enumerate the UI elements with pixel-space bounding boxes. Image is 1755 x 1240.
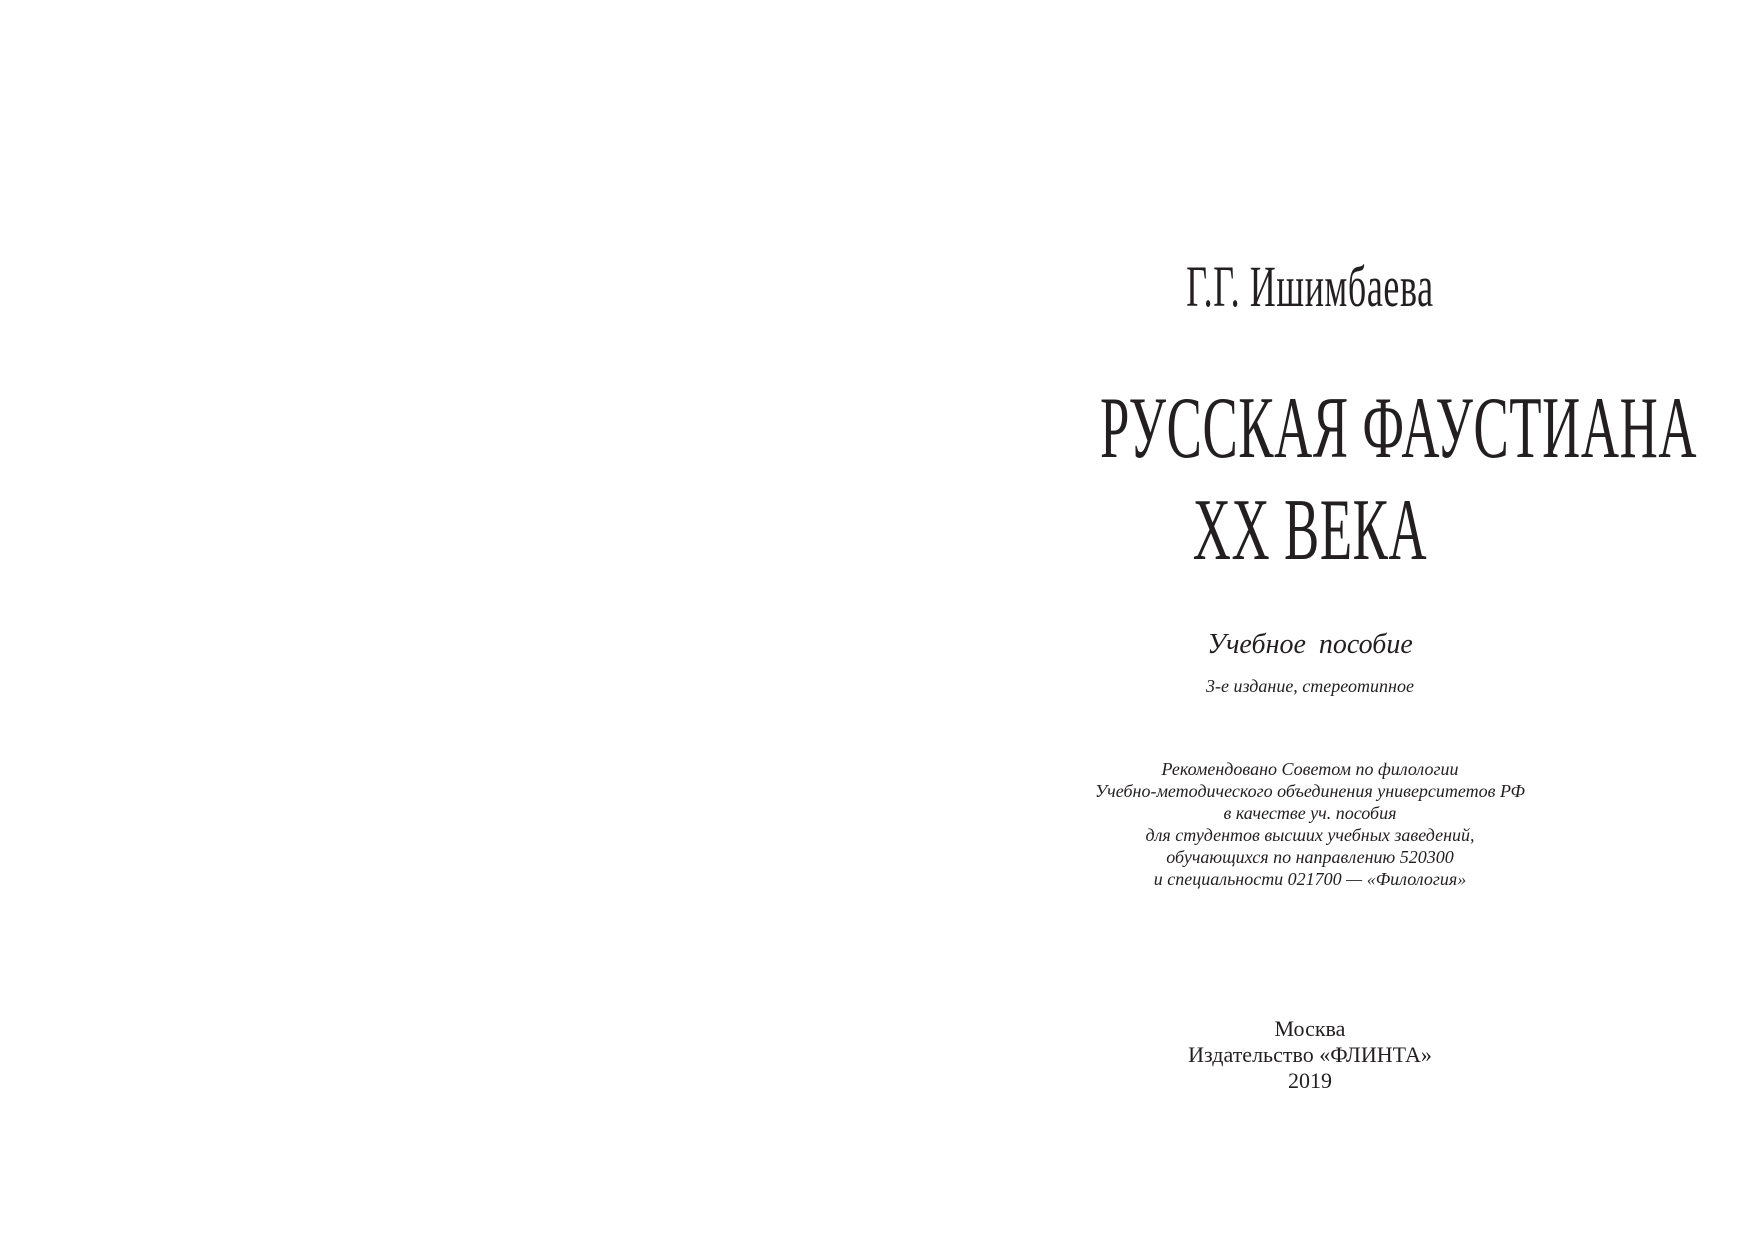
book-title-line-2: XX ВЕКА xyxy=(1192,482,1428,579)
recommendation-line: Рекомендовано Советом по филологии xyxy=(1161,759,1459,779)
recommendation-line: и специальности 021700 — «Филология» xyxy=(1153,869,1467,889)
recommendation-line: обучающихся по направлению 520300 xyxy=(1166,847,1454,867)
recommendation-line: в качестве уч. пособия xyxy=(1223,803,1397,823)
recommendation-line: для студентов высших учебных заведений, xyxy=(1145,825,1475,845)
author-name: Г.Г. Ишимбаева xyxy=(1186,254,1434,319)
imprint-publisher: Издательство «ФЛИНТА» xyxy=(1188,1042,1432,1067)
book-title xyxy=(1100,378,1698,582)
book-subtitle: Учебное пособие xyxy=(1207,629,1413,660)
book-title-line-1: РУССКАЯ ФАУСТИАНА xyxy=(1100,380,1698,477)
imprint xyxy=(960,1016,1660,1094)
blank-left-page xyxy=(0,0,877,1240)
recommendation-line: Учебно-методического объединения университетов РФ xyxy=(1095,781,1525,801)
imprint-year: 2019 xyxy=(1288,1068,1332,1093)
recommendation-block xyxy=(960,758,1660,890)
edition-note: 3-е издание, стереотипное xyxy=(1206,676,1414,696)
imprint-city: Москва xyxy=(1274,1016,1346,1041)
